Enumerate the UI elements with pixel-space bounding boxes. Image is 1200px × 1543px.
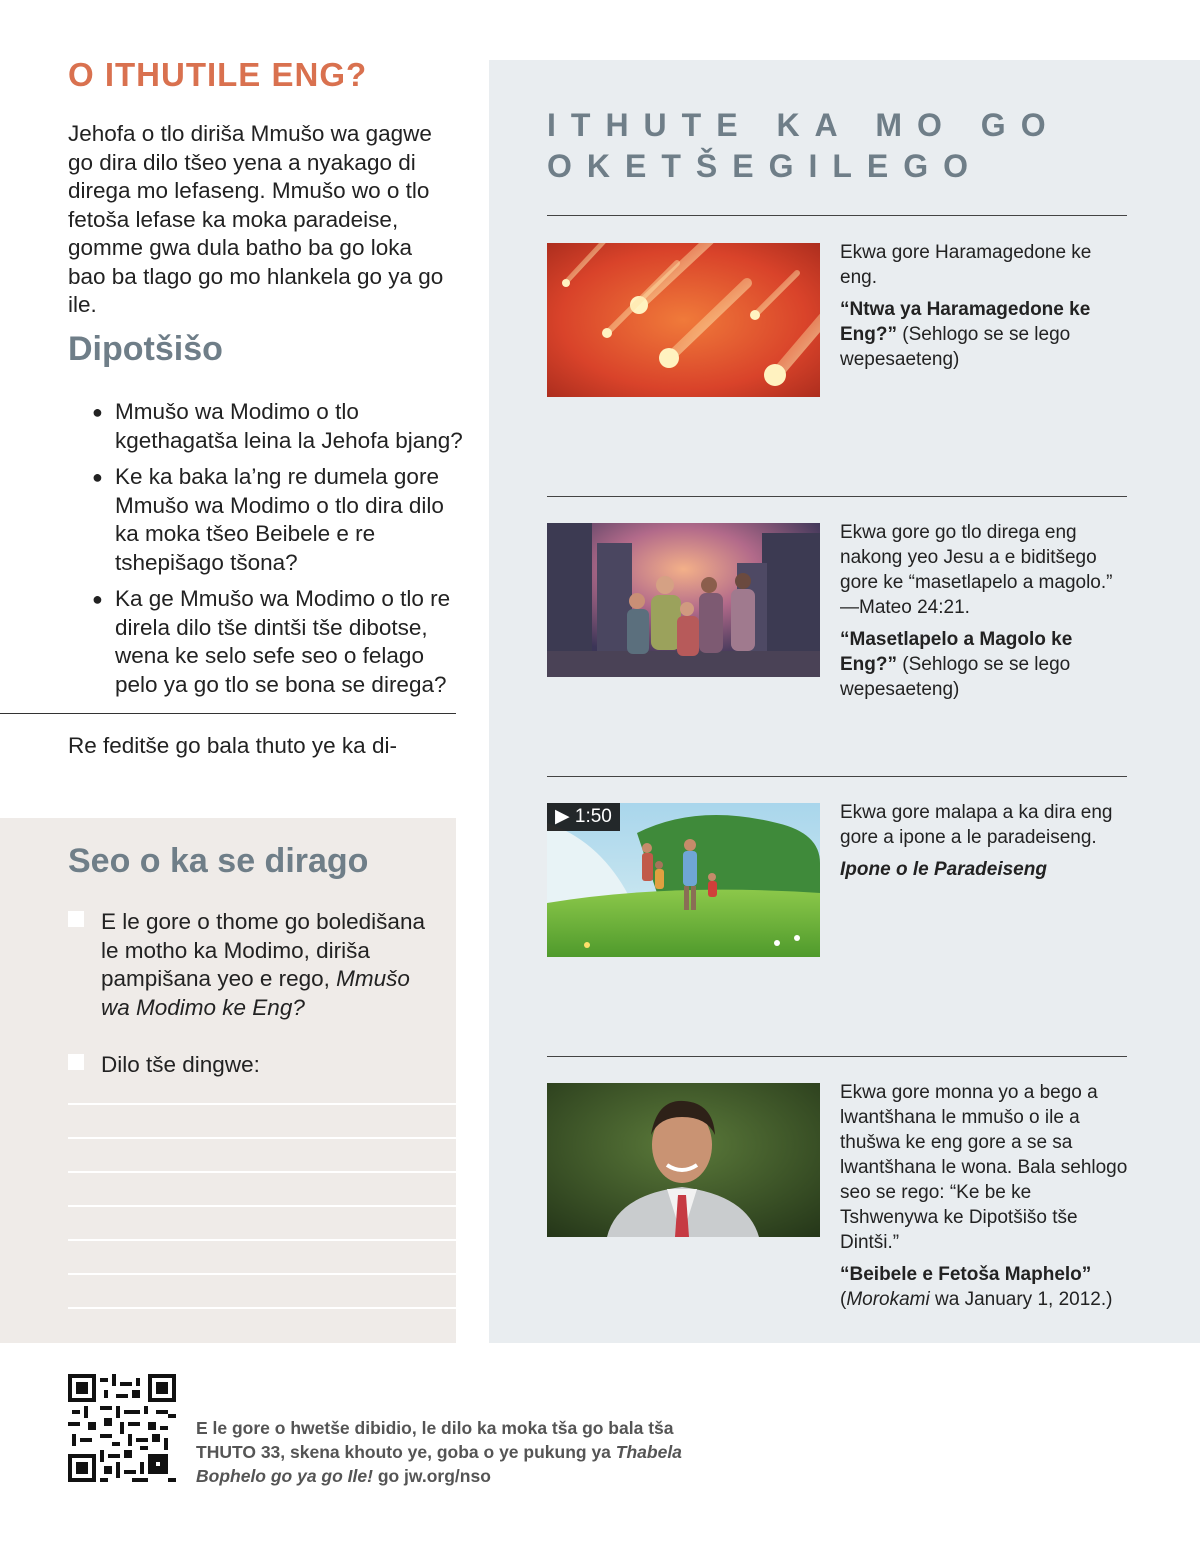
todo-item-tract[interactable]: E le gore o thome go boledišana le motho ka Modimo, diriša pampišana yeo e rego, Mmušo wa Modimo ke Eng? [68,908,438,1022]
tribulation-image[interactable] [547,523,820,677]
smiling-man-photo[interactable] [547,1083,820,1237]
card-tribulation-text: Ekwa gore go tlo direga eng nakong yeo Jesu a e biditšego gore ke “masetlapelo a magolo.” —Mateo 24:21. “Masetlapelo a Magolo ke Eng?” (Sehlogo se se lego wepesaeteng) [840,522,1113,700]
video-duration-badge[interactable]: ▶ 1:50 [547,803,620,831]
qr-code[interactable] [68,1374,176,1482]
learn-more-heading: ITHUTE KA MO GO OKETŠEGILEGO [547,107,1061,184]
summary-paragraph: Jehofa o tlo diriša Mmušo wa gagwe go dira dilo tšeo yena a nyakago di direga mo lefaseng. Mmušo wo o tlo fetoša lefase ka moka paradeise, gomme gwa dula batho ba go loka bao ba tlago go mo hlankela go ya go ile. [68,121,444,317]
todo-panel [0,818,456,1343]
writing-line[interactable] [68,1137,456,1139]
writing-line[interactable] [68,1171,456,1173]
book-title: Thabela Bophelo go ya go Ile! [196,1442,682,1486]
questions-list [92,398,467,707]
writing-line[interactable] [68,1239,456,1241]
writing-line[interactable] [68,1273,456,1275]
article-link[interactable]: “Ntwa ya Haramagedone ke Eng?” [840,299,1091,345]
bullet-icon: ● [92,467,103,487]
card-armageddon-text: Ekwa gore Haramagedone ke eng. “Ntwa ya Haramagedone ke Eng?” (Sehlogo se se lego wepesaeteng) [840,242,1092,370]
section-title-what-learned: O ITHUTILE ENG? [68,56,368,93]
writing-line[interactable] [68,1205,456,1207]
question-item: ● Ke ka baka la’ng re dumela gore Mmušo wa Modimo o tlo dira dilo ka moka tšeo Beibele e re tshepišago tšona? [92,464,444,575]
card-paradise-text: Ekwa gore malapa a ka dira eng gore a ipone a le paradeiseng. Ipone o le Paradeiseng [840,802,1113,880]
questions-heading: Dipotšišo [68,330,223,368]
article-link[interactable]: “Masetlapelo a Magolo ke Eng?” [840,629,1073,675]
article-link[interactable]: “Beibele e Fetoša Maphelo” [840,1264,1092,1285]
website-link[interactable]: go jw.org/nso [372,1466,491,1486]
divider [547,215,1127,216]
writing-line[interactable] [68,1307,456,1309]
bullet-icon: ● [92,402,103,422]
writing-line[interactable] [68,1103,456,1105]
todo-heading: Seo o ka se dirago [68,842,369,880]
footer-note: E le gore o hwetše dibidio, le dilo ka moka tša go bala tša THUTO 33, skena khouto ye, goba o ye pukung ya Thabela Bophelo go ya go Ile! go jw.org/nso [196,1418,682,1486]
paradise-video-thumbnail[interactable] [547,803,820,957]
checkbox[interactable] [68,911,84,927]
video-link[interactable]: Ipone o le Paradeiseng [840,859,1047,880]
card-testimony-text: Ekwa gore monna yo a bego a lwantšhana le mmušo o ile a thušwa ke eng gore a se sa lwantšhana le wona. Bala sehlogo seo se rego: “Ke be ke Tshwenywa ke Dipotšišo tše Dintši.” “Beibele e Fetoša Maphelo” (Morokami wa January 1, 2012.) [840,1082,1128,1310]
todo-item-other[interactable]: Dilo tše dingwe: [68,1051,438,1080]
tract-title: Mmušo wa Modimo ke Eng? [101,966,410,1020]
divider [0,713,456,714]
question-item: ● Ka ge Mmušo wa Modimo o tlo re direla dilo tše dintši tše dibotse, wena ke selo sefe seo o felago pelo ya go tlo se bona se direga? [92,586,451,697]
completion-note: Re feditše go bala thuto ye ka di- [68,733,397,758]
divider [547,776,1127,777]
divider [547,496,1127,497]
fireballs-image[interactable] [547,243,820,397]
magazine-title: Morokami [846,1289,930,1310]
question-item: ● Mmušo wa Modimo o tlo kgethagatša leina la Jehofa bjang? [92,399,463,453]
checkbox[interactable] [68,1054,84,1070]
divider [547,1056,1127,1057]
bullet-icon: ● [92,589,103,609]
